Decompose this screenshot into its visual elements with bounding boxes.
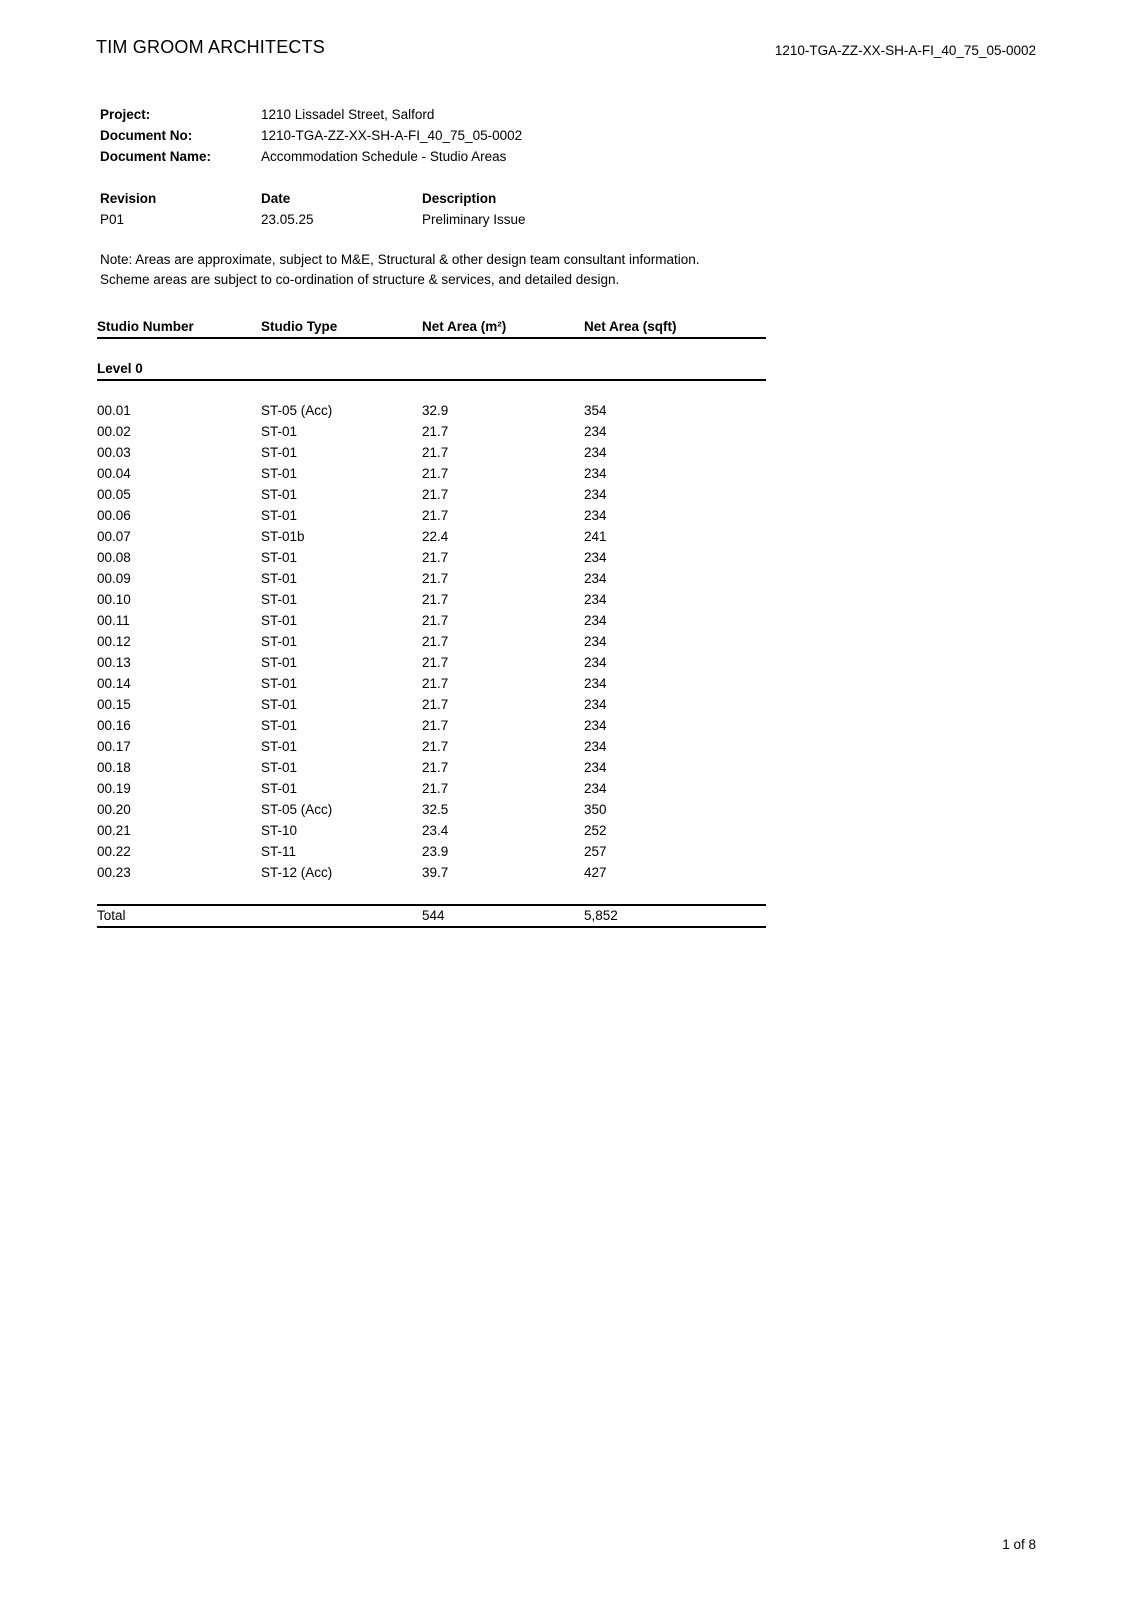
studio-type-cell: ST-11 — [261, 844, 297, 859]
studio-number-cell: 00.10 — [97, 592, 131, 607]
net-area-sqft-cell: 234 — [584, 466, 607, 481]
net-area-m2-cell: 21.7 — [422, 739, 449, 754]
net-area-sqft-cell: 234 — [584, 508, 607, 523]
studio-number-cell: 00.15 — [97, 697, 131, 712]
description-header: Description — [422, 191, 497, 206]
net-area-m2-cell: 21.7 — [422, 760, 449, 775]
net-area-sqft-cell: 234 — [584, 424, 607, 439]
net-area-sqft-cell: 234 — [584, 634, 607, 649]
net-area-sqft-cell: 234 — [584, 487, 607, 502]
table-row — [97, 589, 766, 610]
studio-number-cell: 00.09 — [97, 571, 131, 586]
accommodation-schedule-table — [97, 316, 766, 928]
studio-number-cell: 00.04 — [97, 466, 131, 481]
studio-number-cell: 00.08 — [97, 550, 131, 565]
studio-type-header: Studio Type — [261, 319, 338, 334]
net-area-sqft-cell: 427 — [584, 865, 607, 880]
studio-number-cell: 00.01 — [97, 403, 131, 418]
areas-note — [100, 250, 700, 290]
net-area-sqft-cell: 234 — [584, 676, 607, 691]
firm-name: TIM GROOM ARCHITECTS — [96, 37, 325, 57]
studio-number-cell: 00.20 — [97, 802, 131, 817]
revision-description: Preliminary Issue — [422, 212, 526, 227]
net-area-sqft-cell: 234 — [584, 760, 607, 775]
studio-type-cell: ST-01 — [261, 487, 298, 502]
net-area-m2-cell: 23.4 — [422, 823, 449, 838]
document-reference: 1210-TGA-ZZ-XX-SH-A-FI_40_75_05-0002 — [774, 43, 1036, 58]
table-header-row — [97, 316, 766, 339]
table-row — [97, 820, 766, 841]
studio-type-cell: ST-01 — [261, 445, 298, 460]
studio-number-cell: 00.18 — [97, 760, 131, 775]
net-area-m2-cell: 21.7 — [422, 508, 449, 523]
table-row — [97, 673, 766, 694]
level-label: Level 0 — [97, 361, 143, 376]
studio-type-cell: ST-01 — [261, 508, 298, 523]
spacer — [97, 883, 766, 904]
revision-date: 23.05.25 — [261, 212, 314, 227]
total-area-sqft: 5,852 — [584, 908, 618, 923]
studio-number-cell: 00.16 — [97, 718, 131, 733]
level-header-row — [97, 358, 766, 381]
studio-number-cell: 00.17 — [97, 739, 131, 754]
document-number-value: 1210-TGA-ZZ-XX-SH-A-FI_40_75_05-0002 — [261, 128, 523, 143]
net-area-m2-cell: 21.7 — [422, 697, 449, 712]
table-row — [97, 526, 766, 547]
net-area-m2-header: Net Area (m²) — [422, 319, 507, 334]
spacer — [97, 381, 766, 400]
studio-number-cell: 00.14 — [97, 676, 131, 691]
table-row — [97, 442, 766, 463]
net-area-m2-cell: 32.5 — [422, 802, 449, 817]
net-area-m2-cell: 21.7 — [422, 676, 449, 691]
studio-type-cell: ST-01 — [261, 739, 298, 754]
document-number-label: Document No: — [100, 128, 193, 143]
studio-number-cell: 00.03 — [97, 445, 131, 460]
total-row — [97, 904, 766, 928]
studio-type-cell: ST-01 — [261, 466, 298, 481]
net-area-m2-cell: 21.7 — [422, 424, 449, 439]
net-area-m2-cell: 39.7 — [422, 865, 449, 880]
studio-number-cell: 00.22 — [97, 844, 131, 859]
studio-type-cell: ST-01 — [261, 550, 298, 565]
table-row — [97, 799, 766, 820]
studio-number-cell: 00.12 — [97, 634, 131, 649]
table-row — [97, 631, 766, 652]
total-area-m2: 544 — [422, 908, 445, 923]
net-area-m2-cell: 22.4 — [422, 529, 449, 544]
total-label: Total — [97, 908, 126, 923]
studio-type-cell: ST-01 — [261, 655, 298, 670]
studio-number-cell: 00.11 — [97, 613, 130, 628]
studio-number-cell: 00.02 — [97, 424, 131, 439]
net-area-sqft-cell: 234 — [584, 697, 607, 712]
studio-number-cell: 00.07 — [97, 529, 131, 544]
studio-number-cell: 00.21 — [97, 823, 131, 838]
studio-type-cell: ST-05 (Acc) — [261, 403, 333, 418]
net-area-sqft-cell: 234 — [584, 739, 607, 754]
studio-number-cell: 00.06 — [97, 508, 131, 523]
net-area-sqft-cell: 234 — [584, 571, 607, 586]
project-value: 1210 Lissadel Street, Salford — [261, 107, 435, 122]
studio-type-cell: ST-10 — [261, 823, 298, 838]
document-name-value: Accommodation Schedule - Studio Areas — [261, 149, 507, 164]
spacer — [97, 339, 766, 358]
table-row — [97, 421, 766, 442]
studio-number-cell: 00.13 — [97, 655, 131, 670]
studio-type-cell: ST-01 — [261, 760, 298, 775]
studio-type-cell: ST-01 — [261, 613, 298, 628]
studio-type-cell: ST-01 — [261, 718, 298, 733]
net-area-sqft-cell: 354 — [584, 403, 607, 418]
net-area-m2-cell: 21.7 — [422, 781, 449, 796]
studio-number-cell: 00.05 — [97, 487, 131, 502]
net-area-m2-cell: 21.7 — [422, 613, 449, 628]
net-area-sqft-cell: 234 — [584, 718, 607, 733]
net-area-m2-cell: 23.9 — [422, 844, 449, 859]
date-header: Date — [261, 191, 291, 206]
studio-type-cell: ST-01 — [261, 634, 298, 649]
revision-code: P01 — [100, 212, 125, 227]
net-area-m2-cell: 21.7 — [422, 634, 449, 649]
net-area-sqft-cell: 234 — [584, 781, 607, 796]
net-area-m2-cell: 21.7 — [422, 718, 449, 733]
net-area-sqft-cell: 234 — [584, 592, 607, 607]
table-row — [97, 841, 766, 862]
note-line-1: Note: Areas are approximate, subject to M&E, Structural & other design team consultant information. — [100, 252, 700, 267]
table-row — [97, 778, 766, 799]
table-row — [97, 862, 766, 883]
net-area-sqft-cell: 234 — [584, 655, 607, 670]
table-row — [97, 610, 766, 631]
table-row — [97, 484, 766, 505]
net-area-sqft-cell: 234 — [584, 445, 607, 460]
studio-type-cell: ST-01 — [261, 697, 298, 712]
studio-type-cell: ST-01 — [261, 592, 298, 607]
table-row — [97, 463, 766, 484]
table-row — [97, 694, 766, 715]
table-row — [97, 757, 766, 778]
table-row — [97, 736, 766, 757]
document-name-label: Document Name: — [100, 149, 212, 164]
table-row — [97, 547, 766, 568]
net-area-m2-cell: 21.7 — [422, 487, 449, 502]
net-area-sqft-cell: 257 — [584, 844, 607, 859]
net-area-sqft-cell: 350 — [584, 802, 607, 817]
revision-header: Revision — [100, 191, 157, 206]
studio-type-cell: ST-12 (Acc) — [261, 865, 333, 880]
net-area-m2-cell: 21.7 — [422, 445, 449, 460]
note-line-2: Scheme areas are subject to co-ordination of structure & services, and detailed design. — [100, 272, 620, 287]
studio-type-cell: ST-01 — [261, 424, 298, 439]
studio-number-cell: 00.19 — [97, 781, 131, 796]
project-label: Project: — [100, 107, 151, 122]
net-area-m2-cell: 21.7 — [422, 550, 449, 565]
net-area-m2-cell: 32.9 — [422, 403, 449, 418]
net-area-sqft-cell: 241 — [584, 529, 607, 544]
table-row — [97, 505, 766, 526]
table-row — [97, 715, 766, 736]
net-area-sqft-cell: 252 — [584, 823, 607, 838]
table-row — [97, 400, 766, 421]
studio-type-cell: ST-01 — [261, 781, 298, 796]
net-area-m2-cell: 21.7 — [422, 592, 449, 607]
schedule-rows — [97, 400, 766, 883]
net-area-sqft-cell: 234 — [584, 613, 607, 628]
net-area-m2-cell: 21.7 — [422, 655, 449, 670]
net-area-m2-cell: 21.7 — [422, 571, 449, 586]
studio-number-header: Studio Number — [97, 319, 194, 334]
studio-type-cell: ST-05 (Acc) — [261, 802, 333, 817]
studio-number-cell: 00.23 — [97, 865, 131, 880]
studio-type-cell: ST-01 — [261, 571, 298, 586]
net-area-sqft-header: Net Area (sqft) — [584, 319, 677, 334]
page-number: 1 of 8 — [1002, 1537, 1036, 1552]
studio-type-cell: ST-01 — [261, 676, 298, 691]
table-row — [97, 568, 766, 589]
net-area-sqft-cell: 234 — [584, 550, 607, 565]
studio-type-cell: ST-01b — [261, 529, 305, 544]
table-row — [97, 652, 766, 673]
net-area-m2-cell: 21.7 — [422, 466, 449, 481]
